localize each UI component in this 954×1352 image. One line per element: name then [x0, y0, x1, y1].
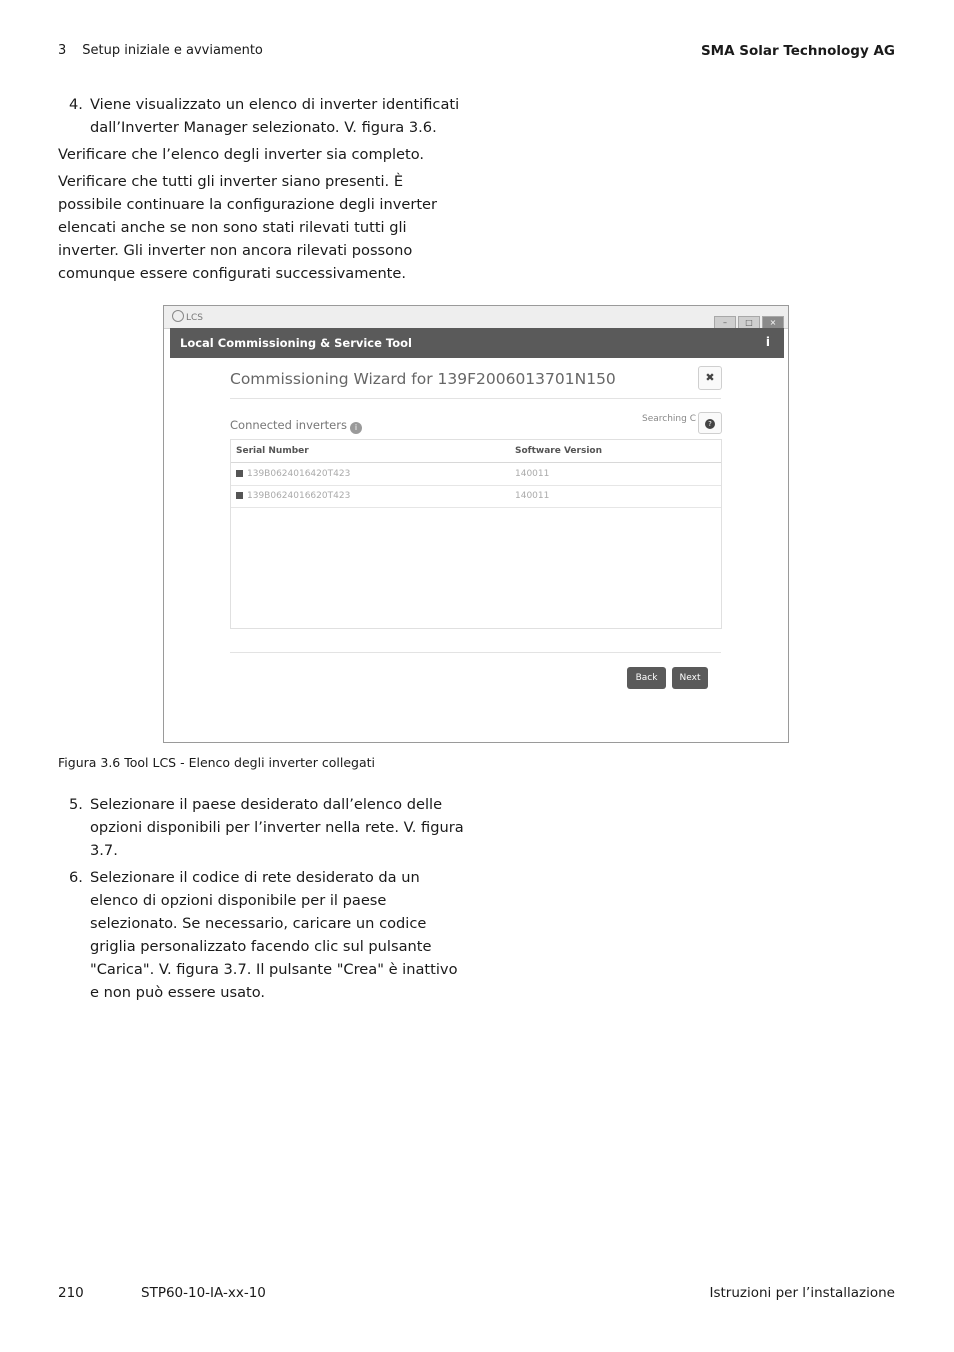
- window-app-name: [172, 310, 203, 323]
- chapter-number: 3: [58, 43, 67, 58]
- searching-status: Searching C: [642, 414, 696, 424]
- column-software-version: Software Version: [515, 446, 602, 456]
- app-bar: [170, 328, 784, 358]
- serial-value: 139B0624016420T423: [247, 469, 351, 479]
- window-controls: [712, 310, 784, 330]
- checkbox-icon[interactable]: [236, 492, 243, 499]
- company-name: SMA Solar Technology AG: [700, 43, 895, 59]
- step-5: [58, 793, 468, 862]
- serial-cell: [236, 469, 350, 479]
- close-window-icon[interactable]: ×: [762, 316, 784, 330]
- divider: [230, 652, 721, 653]
- step-6-number: 6.: [69, 869, 83, 886]
- page-number: 210: [58, 1285, 84, 1301]
- table-header: [231, 440, 721, 463]
- column-serial-number: Serial Number: [236, 446, 309, 456]
- app-title: Local Commissioning & Service Tool: [180, 336, 412, 350]
- connected-inverters-label: Connected inverters: [230, 418, 347, 432]
- next-button[interactable]: Next: [672, 667, 708, 689]
- connected-inverters-heading: [230, 418, 362, 434]
- step-6-text: Selezionare il codice di rete desiderato da un elenco di opzioni disponibile per il paese selezionato. Se necessario, caricare un codice griglia personalizzato facendo clic sul pulsante "Carica". V. figura 3.7. Il pulsante "Crea" è inattivo e non può essere usato.: [90, 869, 458, 1001]
- close-icon: ✖: [705, 371, 715, 384]
- divider: [230, 398, 721, 399]
- serial-cell: [236, 491, 350, 501]
- step-5-number: 5.: [69, 796, 83, 813]
- table-row[interactable]: [231, 485, 721, 508]
- checkbox-icon[interactable]: [236, 470, 243, 477]
- step-4-number: 4.: [69, 96, 83, 113]
- wizard-title: Commissioning Wizard for 139F2006013701N150: [230, 370, 616, 388]
- inverter-table: [230, 439, 722, 629]
- figure-caption: Figura 3.6 Tool LCS - Elenco degli inverter collegati: [58, 755, 375, 770]
- paragraph-check-all: Verificare che tutti gli inverter siano presenti. È possibile continuare la configurazione degli inverter elencati anche se non sono stati rilevati tutti gli inverter. Gli inverter non ancora rilevati possono comunque essere configurati successivamente.: [58, 173, 438, 282]
- step-6: [58, 866, 468, 1004]
- window-app-label: LCS: [186, 313, 204, 323]
- maximize-icon[interactable]: □: [738, 316, 760, 330]
- running-header-chapter: [58, 43, 263, 58]
- step-4: [58, 93, 468, 139]
- document-code: STP60-10-IA-xx-10: [141, 1285, 266, 1301]
- table-row[interactable]: [231, 463, 721, 486]
- document-type: Istruzioni per l’installazione: [709, 1285, 895, 1301]
- section-intro: [58, 93, 468, 285]
- serial-value: 139B0624016620T423: [247, 491, 351, 501]
- app-logo-icon: [172, 310, 184, 322]
- back-button[interactable]: Back: [627, 667, 666, 689]
- wizard-close-button[interactable]: [698, 366, 722, 390]
- version-cell: 140011: [515, 491, 550, 501]
- version-cell: 140011: [515, 469, 550, 479]
- count-badge-icon: i: [350, 422, 362, 434]
- paragraph-check-list: Verificare che l’elenco degli inverter sia completo.: [58, 146, 425, 163]
- info-menu-icon[interactable]: i: [765, 335, 770, 349]
- help-button[interactable]: [698, 412, 722, 434]
- question-icon: ?: [705, 419, 715, 429]
- step-4-text: Viene visualizzato un elenco di inverter identificati dall’Inverter Manager selezionato. V. figura 3.6.: [90, 96, 460, 136]
- figure-lcs-screenshot: [163, 305, 789, 743]
- chapter-title: Setup iniziale e avviamento: [82, 43, 263, 58]
- section-steps: [58, 793, 468, 1004]
- step-5-text: Selezionare il paese desiderato dall’elenco delle opzioni disponibili per l’inverter nella rete. V. figura 3.7.: [90, 796, 464, 859]
- minimize-icon[interactable]: –: [714, 316, 736, 330]
- window-titlebar: [164, 306, 788, 329]
